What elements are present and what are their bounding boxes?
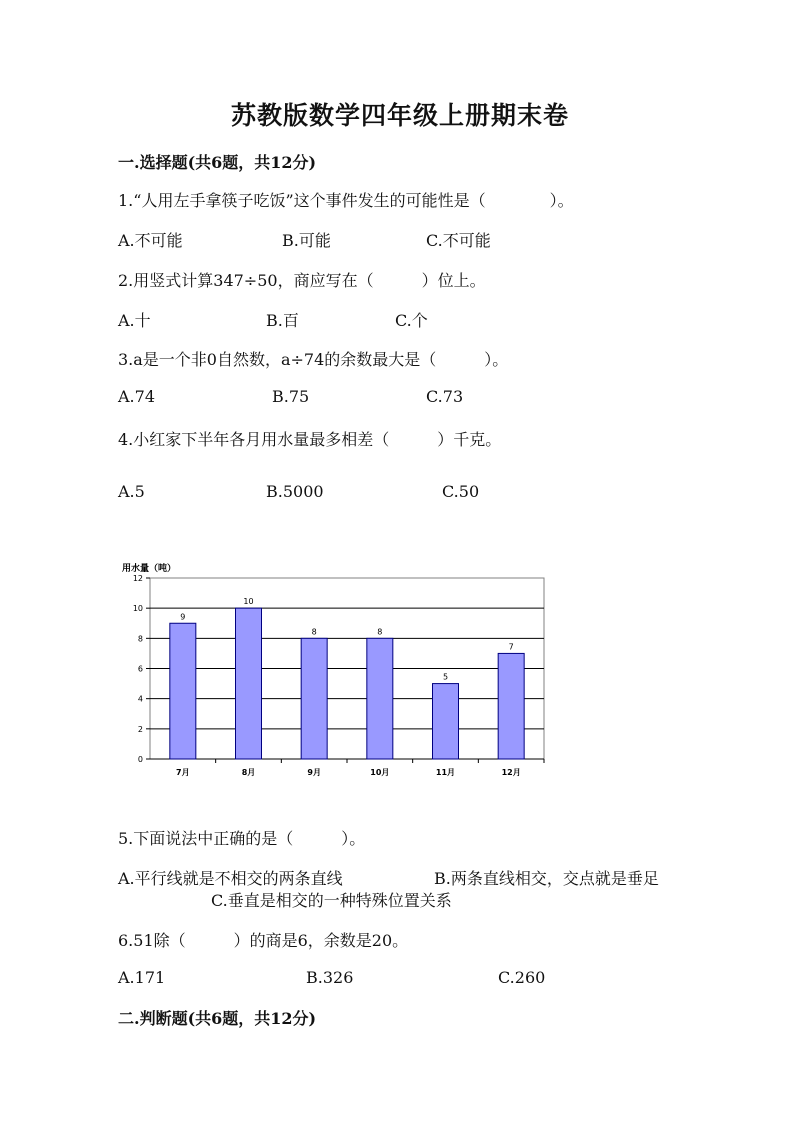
question-5-option-b: B.两条直线相交，交点就是垂足 xyxy=(434,869,659,888)
question-5-stem: 5.下面说法中正确的是（ ）。 xyxy=(118,829,366,848)
water-usage-bar-chart xyxy=(118,556,558,786)
chart-data-label: 7 xyxy=(508,642,514,652)
question-6-stem: 6.51除（ ）的商是6，余数是20。 xyxy=(118,931,409,950)
chart-x-tick-label: 9月 xyxy=(307,768,321,777)
question-2-option-a: A.十 xyxy=(118,311,151,330)
question-4-option-b: B.5000 xyxy=(266,482,324,501)
question-3-option-c: C.73 xyxy=(426,387,464,406)
question-3-option-b: B.75 xyxy=(272,387,310,406)
chart-data-label: 9 xyxy=(180,612,186,622)
question-1-option-c: C.不可能 xyxy=(426,231,491,250)
section-heading-choice: 一.选择题(共6题，共12分) xyxy=(118,153,317,172)
chart-bar xyxy=(236,608,262,759)
chart-y-tick-label: 0 xyxy=(137,755,143,764)
chart-plot-area xyxy=(133,574,544,777)
chart-y-tick-label: 8 xyxy=(137,634,143,644)
chart-data-label: 10 xyxy=(243,597,254,607)
chart-x-tick-label: 8月 xyxy=(241,768,256,777)
question-2-option-c: C.个 xyxy=(395,311,428,330)
chart-x-tick-label: 11月 xyxy=(435,768,456,777)
question-5-option-a: A.平行线就是不相交的两条直线 xyxy=(118,869,343,888)
chart-bar xyxy=(170,623,196,759)
page-title: 苏教版数学四年级上册期末卷 xyxy=(230,101,569,130)
question-4-option-c: C.50 xyxy=(442,482,480,501)
question-6-option-a: A.171 xyxy=(118,968,166,987)
chart-y-tick-label: 12 xyxy=(132,574,143,583)
question-3-stem: 3.a是一个非0自然数，a÷74的余数最大是（ ）。 xyxy=(118,350,509,369)
chart-bar xyxy=(367,638,393,759)
question-1-option-a: A.不可能 xyxy=(118,231,183,250)
question-1-stem: 1.“人用左手拿筷子吃饭”这个事件发生的可能性是（ ）。 xyxy=(118,191,574,210)
chart-y-tick-label: 2 xyxy=(137,724,143,734)
chart-bar xyxy=(433,684,459,759)
chart-x-tick-label: 10月 xyxy=(370,768,390,777)
chart-bar xyxy=(301,638,327,759)
question-6-option-b: B.326 xyxy=(306,968,354,987)
chart-y-tick-label: 6 xyxy=(137,664,143,674)
question-2-stem: 2.用竖式计算347÷50，商应写在（ ）位上。 xyxy=(118,271,486,290)
chart-y-tick-label: 10 xyxy=(132,604,143,614)
chart-y-axis-label: 用水量（吨） xyxy=(122,564,177,574)
question-1-option-b: B.可能 xyxy=(282,231,331,250)
chart-x-tick-label: 12月 xyxy=(501,768,521,777)
chart-data-label: 8 xyxy=(377,627,383,637)
question-4-stem: 4.小红家下半年各月用水量最多相差（ ）千克。 xyxy=(118,430,502,449)
question-3-option-a: A.74 xyxy=(118,387,155,406)
section-heading-judgement: 二.判断题(共6题，共12分) xyxy=(118,1009,317,1028)
question-5-option-c: C.垂直是相交的一种特殊位置关系 xyxy=(211,891,452,910)
chart-data-label: 5 xyxy=(442,672,449,682)
question-2-option-b: B.百 xyxy=(266,311,299,330)
chart-y-tick-label: 4 xyxy=(137,694,143,704)
chart-data-label: 8 xyxy=(311,627,317,637)
chart-x-tick-label: 7月 xyxy=(176,768,190,777)
chart-bar xyxy=(498,653,524,759)
question-4-option-a: A.5 xyxy=(118,482,145,501)
question-6-option-c: C.260 xyxy=(498,968,546,987)
